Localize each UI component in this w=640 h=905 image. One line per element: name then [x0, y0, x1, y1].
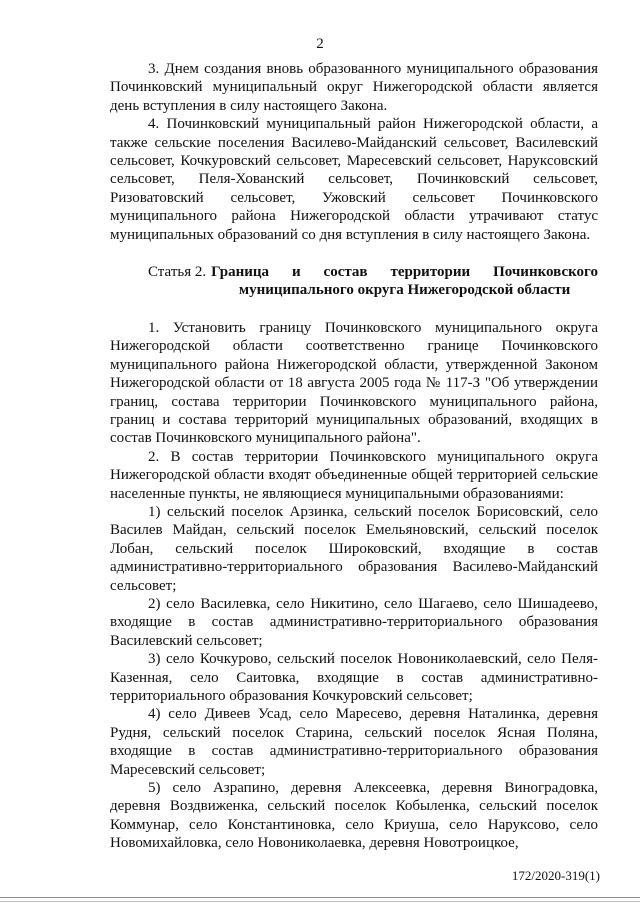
document-body	[110, 60, 598, 853]
paragraph-creation-date: 3. Днем создания вновь образованного муниципального образования Починковский муниципальный округ Нижегородской области является день вступления в силу настоящего Закона.	[110, 61, 598, 114]
paragraph-boundary: 1. Установить границу Починковского муниципального округа Нижегородской области соответственно границе Починковского муниципального района Нижегородской области, утвержденной Законом Нижегородской области от 18 августа 2005 года № 117-З "Об утверждении границ, состава территории Починковского муниципального района, границ и состава территорий муниципальных образований, входящих в состав Починковского муниципального района".	[110, 319, 598, 447]
paragraph-territory: 2. В состав территории Починковского муниципального округа Нижегородской области входят объединенные общей территорией сельские населенные пункты, не являющиеся муниципальными образованиями:	[110, 448, 598, 502]
article-title: Граница и состав территории Починковского муниципального округа Нижегородской области	[211, 264, 598, 299]
document-code: 172/2020-319(1)	[511, 868, 600, 883]
paragraph-status-loss: 4. Починковский муниципальный район Нижегородской области, а также сельские поселения Василево-Майданский сельсовет, Василевский сельсовет, Кочкуровский сельсовет, Маресевский сельсовет, Наруксовский сельсовет, Пеля-Хованский сельсовет, Починковский сельсовет, Ризоватовский сельсовет, Ужовский сельсовет Починковского муниципального района Нижегородской области утрачивают статус муниципальных образований со дня вступления в силу настоящего Закона.	[110, 116, 598, 243]
scan-edge-line	[0, 901, 640, 902]
list-item: 5) село Азрапино, деревня Алексеевка, деревня Виноградовка, деревня Воздвиженка, сельский поселок Кобыленка, сельский поселок Коммунар, село Константиновка, село Криуша, село Наруксово, село Новомихайловка, село Новониколаевка, деревня Новотроицкое,	[110, 780, 598, 852]
scan-edge-line	[0, 897, 640, 898]
article-heading	[110, 263, 598, 300]
list-item: 1) сельский поселок Арзинка, сельский поселок Борисовский, село Василев Майдан, сельский поселок Емельяновский, сельский поселок Лобан, сельский поселок Широковский, входящие в состав административно-территориального образования Василево-Майданский сельсовет;	[110, 503, 598, 594]
list-item: 3) село Кочкурово, сельский поселок Новониколаевский, село Пеля-Казенная, село Саитовка, входящие в состав административно-территориального образования Кочкуровский сельсовет;	[110, 651, 598, 704]
list-item: 4) село Дивеев Усад, село Маресево, деревня Наталинка, деревня Рудня, сельский поселок Старина, сельский поселок Ясная Поляна, входящие в состав административно-территориального образования Маресевский сельсовет;	[110, 706, 598, 778]
page-number: 2	[316, 36, 324, 52]
list-item: 2) село Василевка, село Никитино, село Шагаево, село Шишадеево, входящие в состав административно-территориального образования Василевский сельсовет;	[110, 595, 598, 649]
article-number: Статья 2.	[148, 264, 207, 281]
